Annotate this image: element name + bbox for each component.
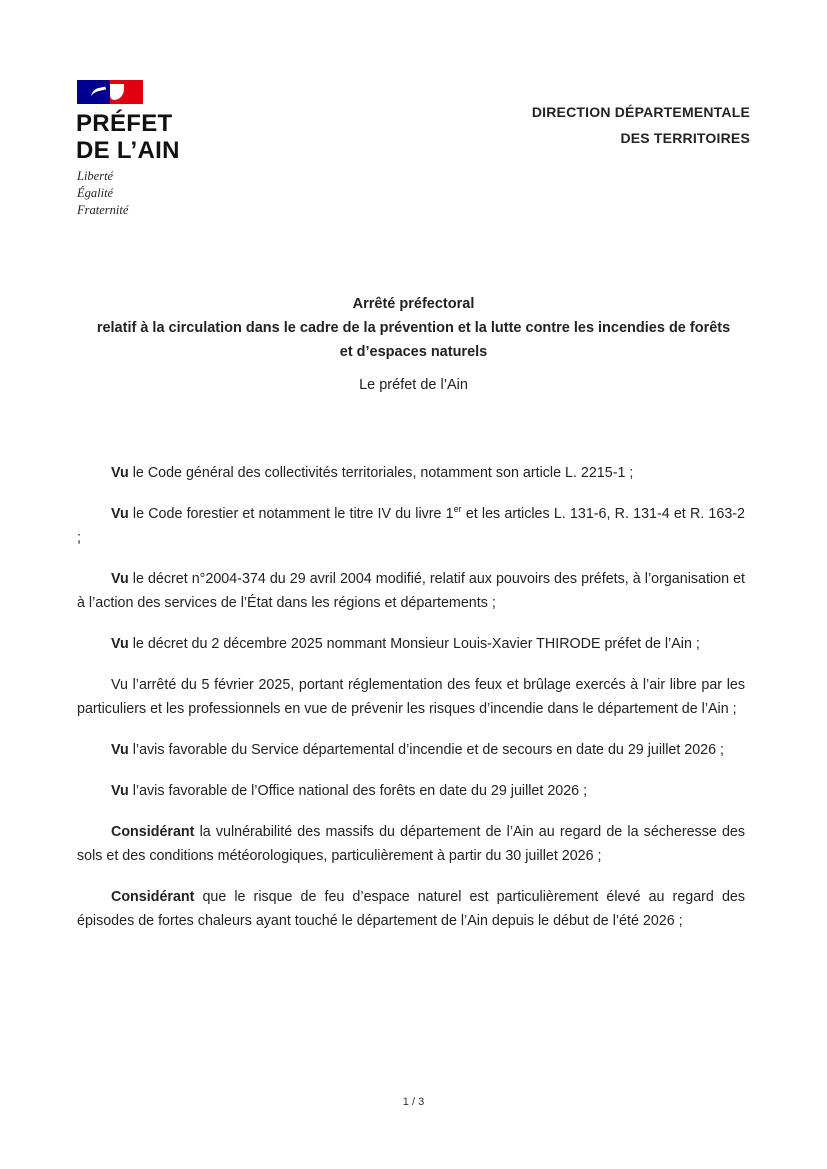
prefet-line-2: DE L’AIN	[76, 137, 180, 164]
prefecture-name	[76, 110, 180, 164]
recital-paragraph	[77, 885, 745, 933]
direction-line-2: DES TERRITOIRES	[620, 130, 750, 146]
decree-body	[77, 461, 745, 950]
recital-paragraph	[77, 632, 745, 656]
recital-keyword: Vu	[111, 571, 129, 587]
recital-text: l’avis favorable de l’Office national des forêts en date du 29 juillet 2026 ;	[128, 783, 588, 799]
recital-keyword: Vu	[111, 636, 129, 652]
recital-keyword: Considérant	[111, 889, 195, 905]
recital-text: Vu l’arrêté du 5 février 2025, portant réglementation des feux et brûlage exercés à l’air libre par les particuliers et les professionnels en vue de prévenir les risques d’incendie dans le département de l’Ain ;	[77, 677, 745, 717]
title-line-3: et d’espaces naturels	[339, 344, 488, 360]
recital-keyword: Considérant	[111, 824, 195, 840]
recital-keyword: Vu	[111, 783, 129, 799]
recital-text: et les articles L. 131-6, R. 131-4 et R. 163-2 ;	[77, 506, 745, 546]
issuing-authority: Le préfet de l’Ain	[359, 377, 468, 393]
decree-title	[40, 292, 787, 364]
prefet-line-1: PRÉFET	[76, 110, 173, 137]
title-line-2: relatif à la circulation dans le cadre de la prévention et la lutte contre les incendies de forêts	[96, 320, 731, 336]
title-line-1: Arrêté préfectoral	[352, 296, 475, 312]
recital-paragraph	[77, 673, 745, 721]
recital-paragraph	[77, 738, 745, 762]
motto-fraternite: Fraternité	[77, 203, 129, 217]
recital-keyword: Vu	[111, 506, 129, 522]
recital-text: le Code général des collectivités territoriales, notamment son article L. 2215-1 ;	[128, 465, 634, 481]
marianne-logo	[77, 80, 143, 104]
flag-blue-block	[77, 80, 110, 104]
recital-paragraph	[77, 779, 745, 803]
recital-text: le décret du 2 décembre 2025 nommant Monsieur Louis-Xavier THIRODE préfet de l’Ain ;	[128, 636, 700, 652]
recital-text: le Code forestier et notamment le titre IV du livre 1	[128, 506, 454, 522]
recital-keyword: Vu	[111, 465, 129, 481]
flag-red-block	[110, 80, 143, 104]
recital-text: l’avis favorable du Service départemental d’incendie et de secours en date du 29 juillet 2026 ;	[128, 742, 725, 758]
motto-liberte: Liberté	[77, 169, 114, 183]
recital-superscript: er	[453, 504, 462, 515]
republic-motto	[77, 168, 128, 219]
recital-text: que le risque de feu d’espace naturel est particulièrement élevé au regard des épisodes de fortes chaleurs ayant touché le département de l’Ain depuis le début de l’été 2026 ;	[77, 889, 745, 929]
recital-paragraph	[77, 502, 745, 550]
recital-keyword: Vu	[111, 742, 129, 758]
direction-line-1: DIRECTION DÉPARTEMENTALE	[531, 104, 750, 120]
issuing-department	[532, 99, 750, 151]
recital-paragraph	[77, 820, 745, 868]
recital-text: le décret n°2004-374 du 29 avril 2004 modifié, relatif aux pouvoirs des préfets, à l’organisation et à l’action des services de l’État dans les régions et départements ;	[77, 571, 745, 611]
recital-paragraph	[77, 567, 745, 615]
motto-egalite: Égalité	[77, 186, 114, 200]
recital-paragraph	[77, 461, 745, 485]
recital-text: la vulnérabilité des massifs du département de l’Ain au regard de la sécheresse des sols et des conditions météorologiques, particulièrement à partir du 30 juillet 2026 ;	[77, 824, 745, 864]
page-number: 1 / 3	[402, 1096, 425, 1108]
